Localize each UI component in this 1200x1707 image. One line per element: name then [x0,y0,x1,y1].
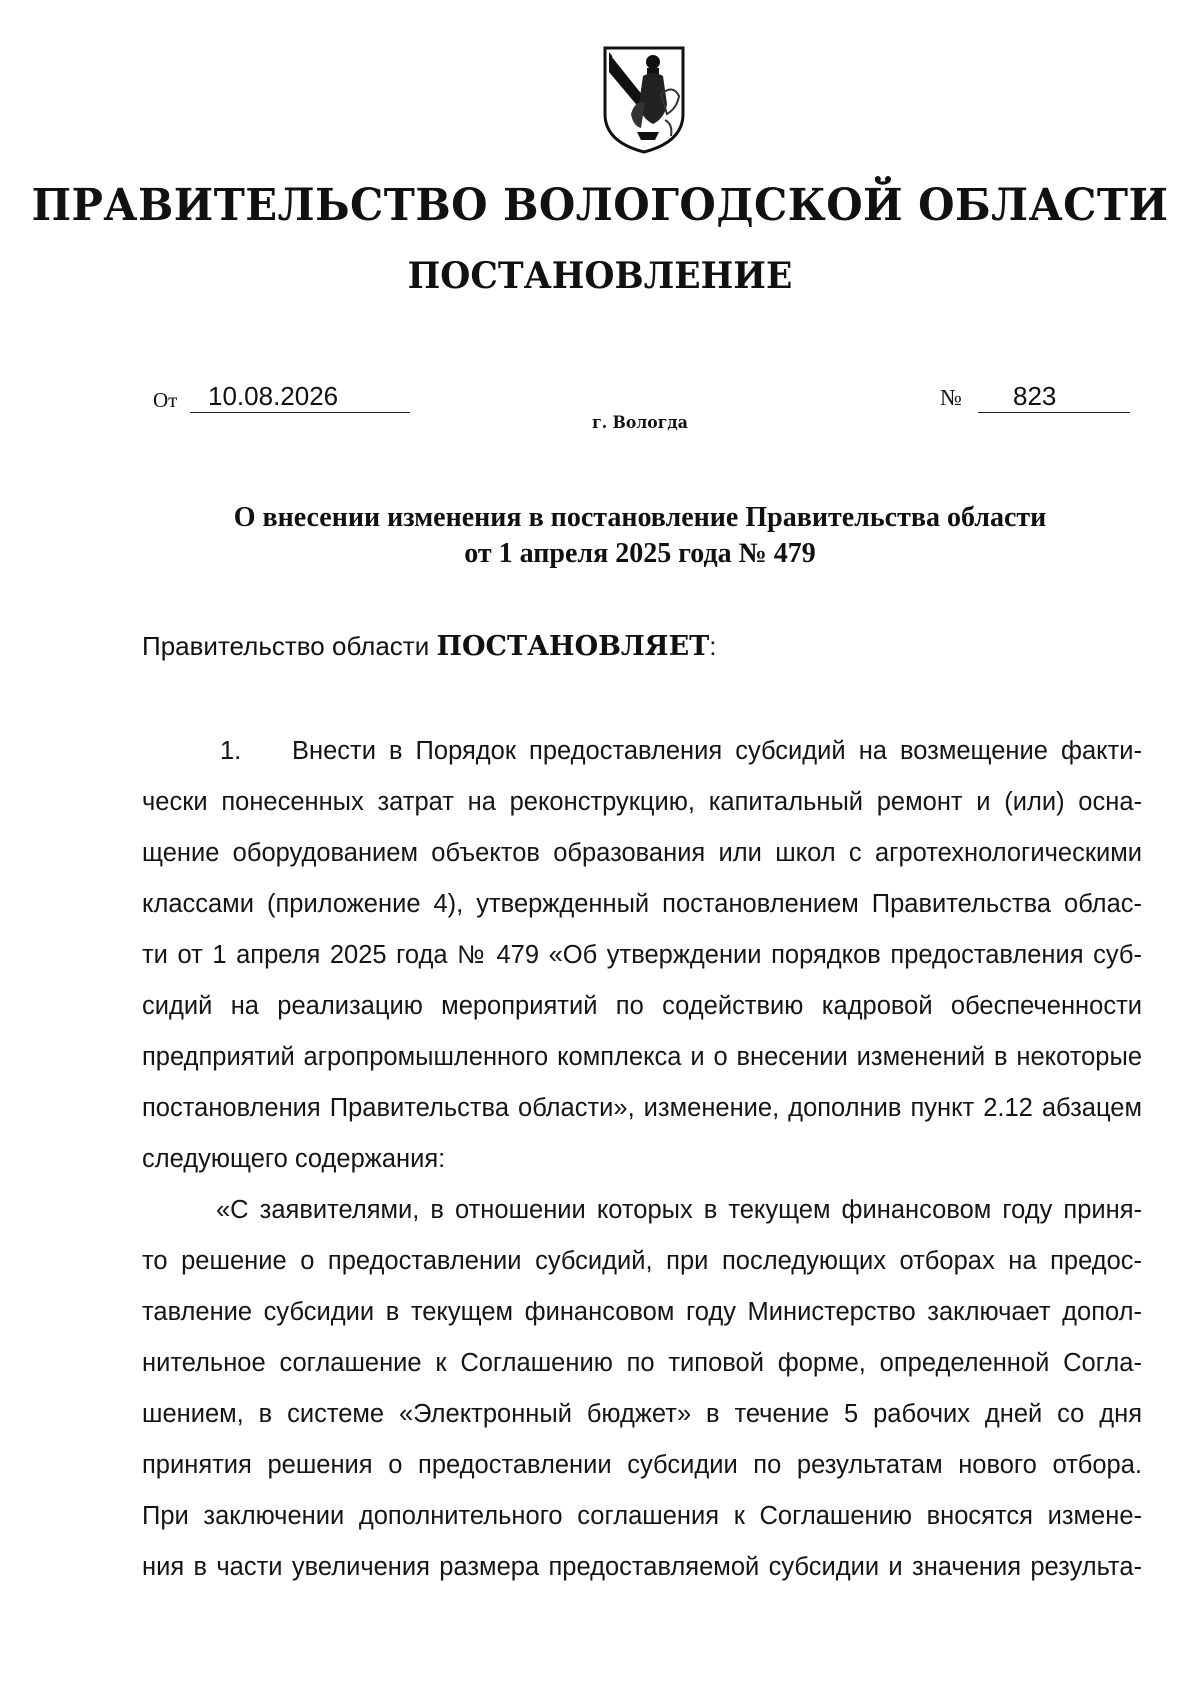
body-line: При заключении дополнительного соглашения к Соглашению вносятся измене- [142,1502,1142,1530]
body-line: сидий на реализацию мероприятий по содействию кадровой обеспеченности [142,992,1142,1020]
body-line: ти от 1 апреля 2025 года № 479 «Об утверждении порядков предоставления суб- [142,941,1142,969]
document-date: 10.08.2026 [190,380,410,413]
body-line-text: Внести в Порядок предоставления субсидий на возмещение факти- [292,737,1142,765]
body-line: тавление субсидии в текущем финансовом году Министерство заключает допол- [142,1298,1142,1326]
body-line: ния в части увеличения размера предоставляемой субсидии и значения результа- [142,1553,1142,1581]
government-title: ПРАВИТЕЛЬСТВО ВОЛОГОДСКОЙ ОБЛАСТИ [31,180,1169,231]
body-line: принятия решения о предоставлении субсидии по результатам нового отбора. [142,1451,1142,1479]
decree-keyword: ПОСТАНОВЛЯЕТ [436,631,710,662]
body-line: шением, в системе «Электронный бюджет» в течение 5 рабочих дней со дня [142,1400,1142,1428]
city-name: г. Вологда [592,413,688,433]
body-line: чески понесенных затрат на реконструкцию, капитальный ремонт и (или) осна- [142,788,1142,816]
coat-of-arms-icon [601,44,687,156]
body-line: предприятий агропромышленного комплекса и о внесении изменений в некоторые [142,1043,1142,1071]
body-line: щение оборудованием объектов образования или школ с агротехнологическими [142,839,1142,867]
item-number: 1. [220,737,242,765]
document-number: 823 [978,380,1130,413]
body-line: нительное соглашение к Соглашению по типовой форме, определенной Согла- [142,1349,1142,1377]
document-type: ПОСТАНОВЛЕНИЕ [407,255,793,297]
decree-suffix: : [709,631,717,661]
subject-line: О внесении изменения в постановление Правительства области [233,502,1047,533]
body-line: «С заявителями, в отношении которых в текущем финансовом году приня- [216,1196,1142,1224]
body-line: классами (приложение 4), утвержденный постановлением Правительства облас- [142,890,1142,918]
body-line: постановления Правительства области», изменение, дополнив пункт 2.12 абзацем [142,1094,1142,1122]
document-subject [0,500,1200,572]
body-line: следующего содержания: [142,1145,446,1173]
decree-prefix: Правительство области [142,631,437,661]
number-label: № [940,385,962,410]
date-label: От [153,388,178,412]
subject-line: от 1 апреля 2025 года № 479 [464,538,816,569]
decree-statement [142,628,717,665]
body-line: то решение о предоставлении субсидий, при последующих отборах на предос- [142,1247,1142,1275]
document-body [142,726,1142,1593]
body-line [142,726,1142,777]
